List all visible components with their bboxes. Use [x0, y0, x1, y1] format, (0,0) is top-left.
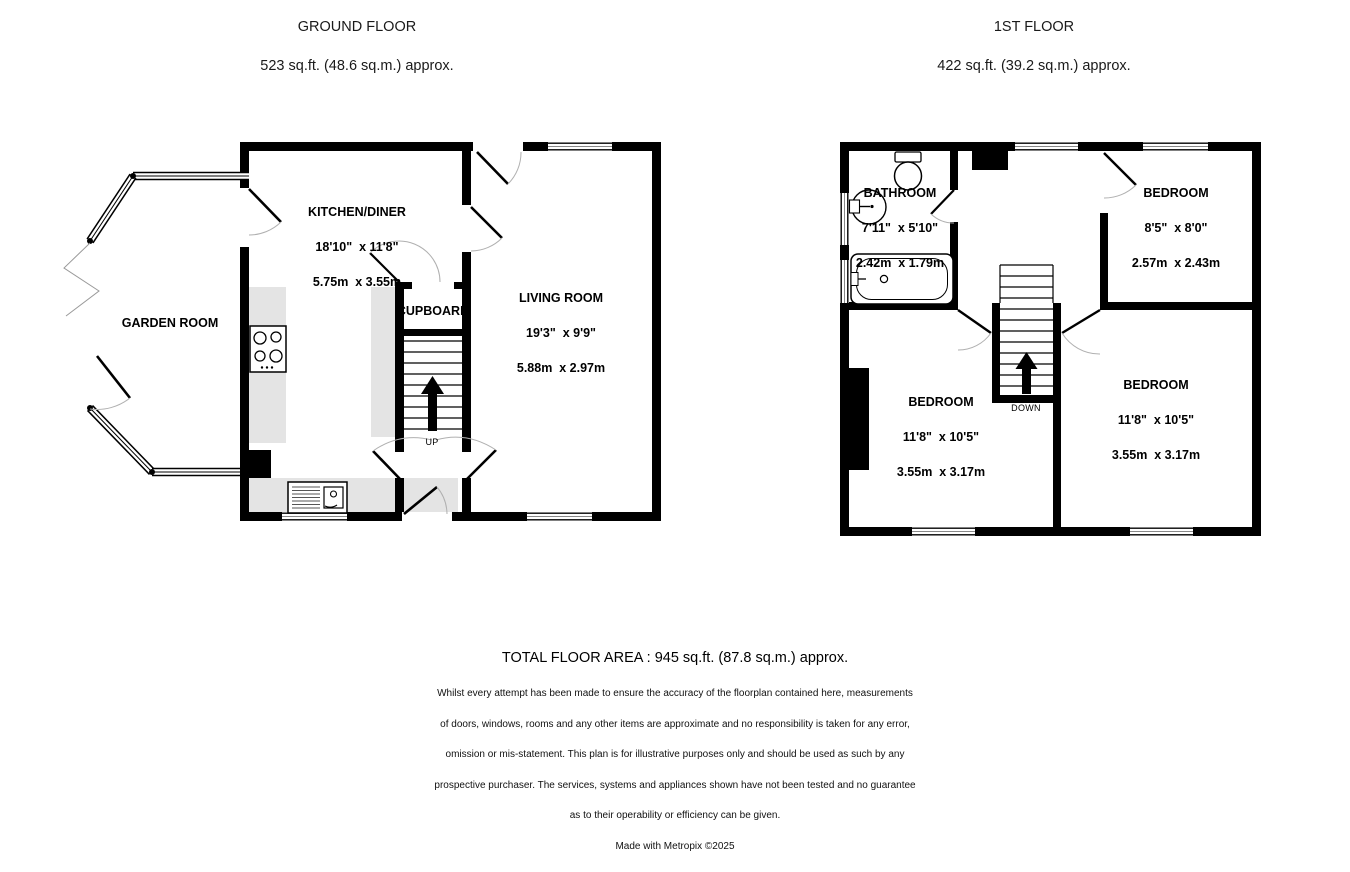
- stairs-up: [404, 341, 462, 431]
- room-label-bedroom-left: BEDROOM 11'8" x 10'5" 3.55m x 3.17m: [896, 395, 986, 479]
- door-leaf: [249, 189, 281, 222]
- room-label-living-room: LIVING ROOM 19'3" x 9'9" 5.88m x 2.97m: [516, 291, 606, 375]
- total-floor-area: TOTAL FLOOR AREA : 945 sq.ft. (87.8 sq.m.) approx.: [501, 650, 849, 666]
- window-icon: [912, 527, 975, 536]
- down-arrow-icon: [1016, 352, 1038, 394]
- ground-floor-area: 523 sq.ft. (48.6 sq.m.) approx.: [260, 58, 454, 74]
- door-arc: [90, 398, 130, 409]
- room-label-garden-room: GARDEN ROOM: [121, 316, 219, 331]
- door-leaf: [373, 451, 400, 479]
- window-icon: [1143, 142, 1208, 151]
- stairs-down: [1000, 265, 1053, 394]
- window-icon: [548, 142, 612, 151]
- first-floor-area: 422 sq.ft. (39.2 sq.m.) approx.: [937, 58, 1131, 74]
- sink-unit-icon: [288, 482, 347, 513]
- ground-floor-title: GROUND FLOOR: [297, 19, 417, 35]
- room-label-kitchen-diner: KITCHEN/DINER 18'10" x 11'8" 5.75m x 3.55m: [308, 205, 406, 289]
- door-leaf: [97, 356, 130, 398]
- ground-floor-header: [260, 0, 453, 99]
- door-leaf: [477, 152, 508, 184]
- first-floor-title: 1ST FLOOR: [993, 19, 1075, 35]
- stairs-down-label: DOWN: [1011, 403, 1041, 413]
- room-label-bathroom: BATHROOM 7'11" x 5'10" 2.42m x 1.79m: [855, 186, 945, 270]
- metropix-credit: Made with Metropix ©2025: [615, 840, 735, 852]
- first-floor-header: [937, 0, 1130, 99]
- room-label-bedroom-top: BEDROOM 8'5" x 8'0" 2.57m x 2.43m: [1131, 186, 1221, 270]
- disclaimer-text: Whilst every attempt has been made to ensure the accuracy of the floorplan contained here, measurements of doors, windows, rooms and any other items are approximate and no responsibility is taken for any error, omission or mis-statement. This plan is for illustrative purposes only and should be used as such by any prospective purchaser. The services, systems and appliances shown have not been tested and no guarantee as to their operability or efficiency can be given. Made with Metropix ©2025: [434, 688, 916, 852]
- hob-icon: [250, 326, 286, 372]
- door-leaf: [467, 450, 496, 479]
- door-leaf: [958, 310, 991, 333]
- door-leaf: [471, 207, 502, 238]
- up-arrow-icon: [421, 376, 444, 431]
- room-label-bedroom-right: BEDROOM 11'8" x 10'5" 3.55m x 3.17m: [1111, 378, 1201, 462]
- window-icon: [1130, 527, 1193, 536]
- window-icon: [840, 260, 849, 303]
- stairs-up-label: UP: [425, 437, 439, 447]
- window-icon: [1015, 142, 1078, 151]
- open-door-lines: [64, 243, 99, 316]
- room-label-cupboard: CUPBOARD: [396, 304, 470, 319]
- door-leaf: [1062, 310, 1100, 333]
- window-icon: [527, 512, 592, 521]
- window-icon: [840, 193, 849, 245]
